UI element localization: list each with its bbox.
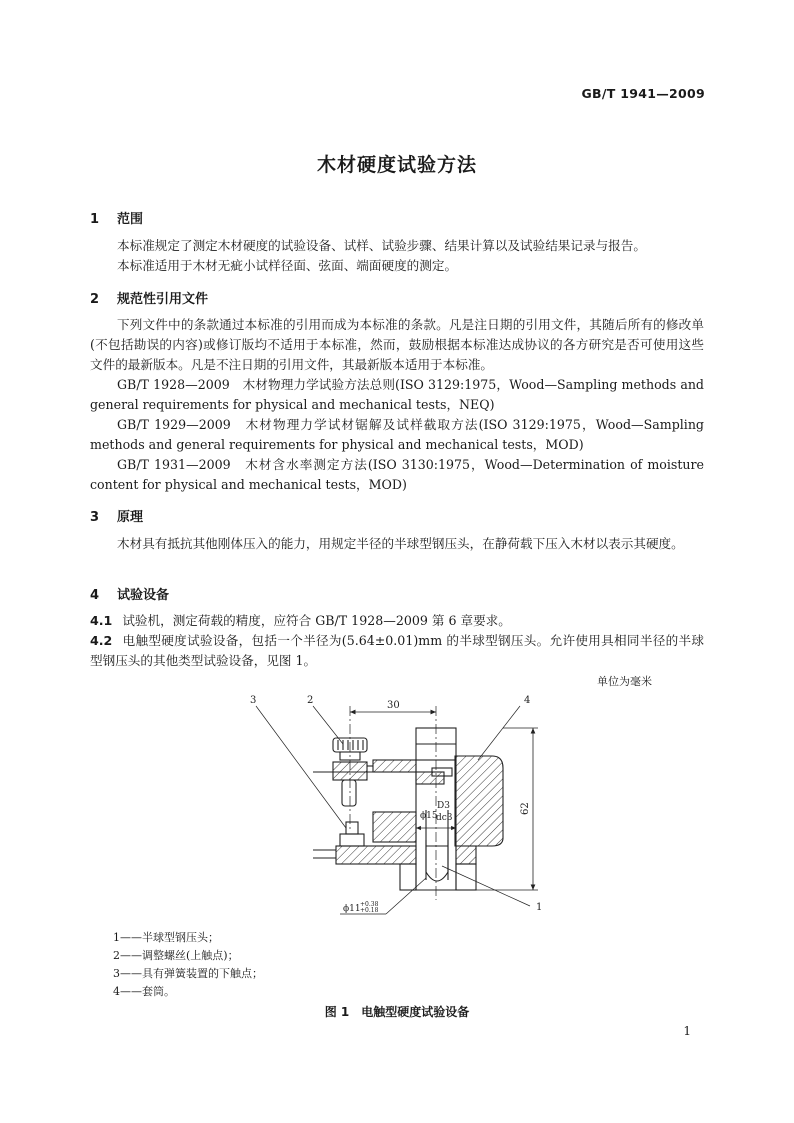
section-title: 试验设备 xyxy=(117,588,170,603)
section-number: 1 xyxy=(90,212,100,227)
dimension-phi15: ϕ15 xyxy=(420,811,438,821)
dimension-phi11: ϕ11 xyxy=(343,904,361,914)
section-number: 2 xyxy=(90,292,100,307)
callout-2: 2 xyxy=(307,695,314,706)
page-number: 1 xyxy=(683,1024,691,1038)
callout-4: 4 xyxy=(524,695,531,706)
tolerance-upper: +0.38 xyxy=(360,901,379,908)
lower-contact xyxy=(346,822,358,834)
callout-1: 1 xyxy=(536,902,543,913)
paragraph: 本标准规定了测定木材硬度的试验设备、试样、试验步骤、结果计算以及试验结果记录与报告。 xyxy=(117,238,646,253)
section-title: 原理 xyxy=(117,510,144,525)
reference-item: GB/T 1929—2009 木材物理力学试材锯解及试样截取方法(ISO 3129:1975，Wood—Sampling methods and general requirements for physical and mechanical tests，MOD) xyxy=(90,417,704,452)
reference-item: GB/T 1931—2009 木材含水率测定方法(ISO 3130:1975，Wood—Determination of moisture content for physical and mechanical tests，MOD) xyxy=(90,457,704,492)
upper-arm xyxy=(373,760,416,772)
legend-item: 2——调整螺丝(上触点)； xyxy=(113,949,239,962)
section-number: 3 xyxy=(90,510,100,525)
figure-caption: 图 1 电触型硬度试验设备 xyxy=(324,1005,470,1019)
unit-note: 单位为毫米 xyxy=(597,675,652,688)
fit-d3: D3 xyxy=(437,801,450,811)
callout-3: 3 xyxy=(250,695,257,706)
clause-number: 4.1 xyxy=(90,613,113,628)
base-arm xyxy=(336,846,416,864)
section-title: 范围 xyxy=(117,212,144,227)
sleeve-body xyxy=(455,756,503,846)
paragraph: 下列文件中的条款通过本标准的引用而成为本标准的条款。凡是注日期的引用文件，其随后所有的修改单(不包括勘误的内容)或修订版均不适用于本标准，然而，鼓励根据本标准达成协议的各方研究是否可使用这些文件的最新版本。凡是不注日期的引用文件，其最新版本适用于本标准。 xyxy=(90,317,704,372)
page-title: 木材硬度试验方法 xyxy=(316,154,477,176)
upper-contact xyxy=(342,780,356,806)
clause-text: 电触型硬度试验设备，包括一个半径为(5.64±0.01)mm 的半球型钢压头。允许使用具相同半径的半球型钢压头的其他类型试验设备，见图 1。 xyxy=(90,633,704,668)
fit-dc3: dc3 xyxy=(436,813,453,823)
paragraph: 本标准适用于木材无疵小试样径面、弦面、端面硬度的测定。 xyxy=(117,258,458,273)
reference-item: GB/T 1928—2009 木材物理力学试验方法总则(ISO 3129:1975，Wood—Sampling methods and general requirements for physical and mechanical tests，NEQ) xyxy=(90,377,704,412)
clause-text: 试验机，测定荷载的精度，应符合 GB/T 1928—2009 第 6 章要求。 xyxy=(122,613,511,628)
clause-number: 4.2 xyxy=(90,633,113,648)
figure-legend xyxy=(113,929,263,1001)
section-title: 规范性引用文件 xyxy=(117,292,209,307)
lower-block xyxy=(373,812,416,842)
legend-item: 4——套筒。 xyxy=(113,985,175,998)
legend-item: 3——具有弹簧装置的下触点； xyxy=(113,967,263,980)
paragraph: 木材具有抵抗其他刚体压入的能力，用规定半径的半球型钢压头，在静荷载下压入木材以表示其硬度。 xyxy=(117,536,684,551)
standard-code: GB/T 1941—2009 xyxy=(581,86,705,101)
dimension-30: 30 xyxy=(387,700,400,711)
tolerance-lower: +0.18 xyxy=(360,907,379,914)
section-number: 4 xyxy=(90,588,100,603)
dimension-62: 62 xyxy=(520,802,531,815)
legend-item: 1——半球型钢压头； xyxy=(113,931,219,944)
